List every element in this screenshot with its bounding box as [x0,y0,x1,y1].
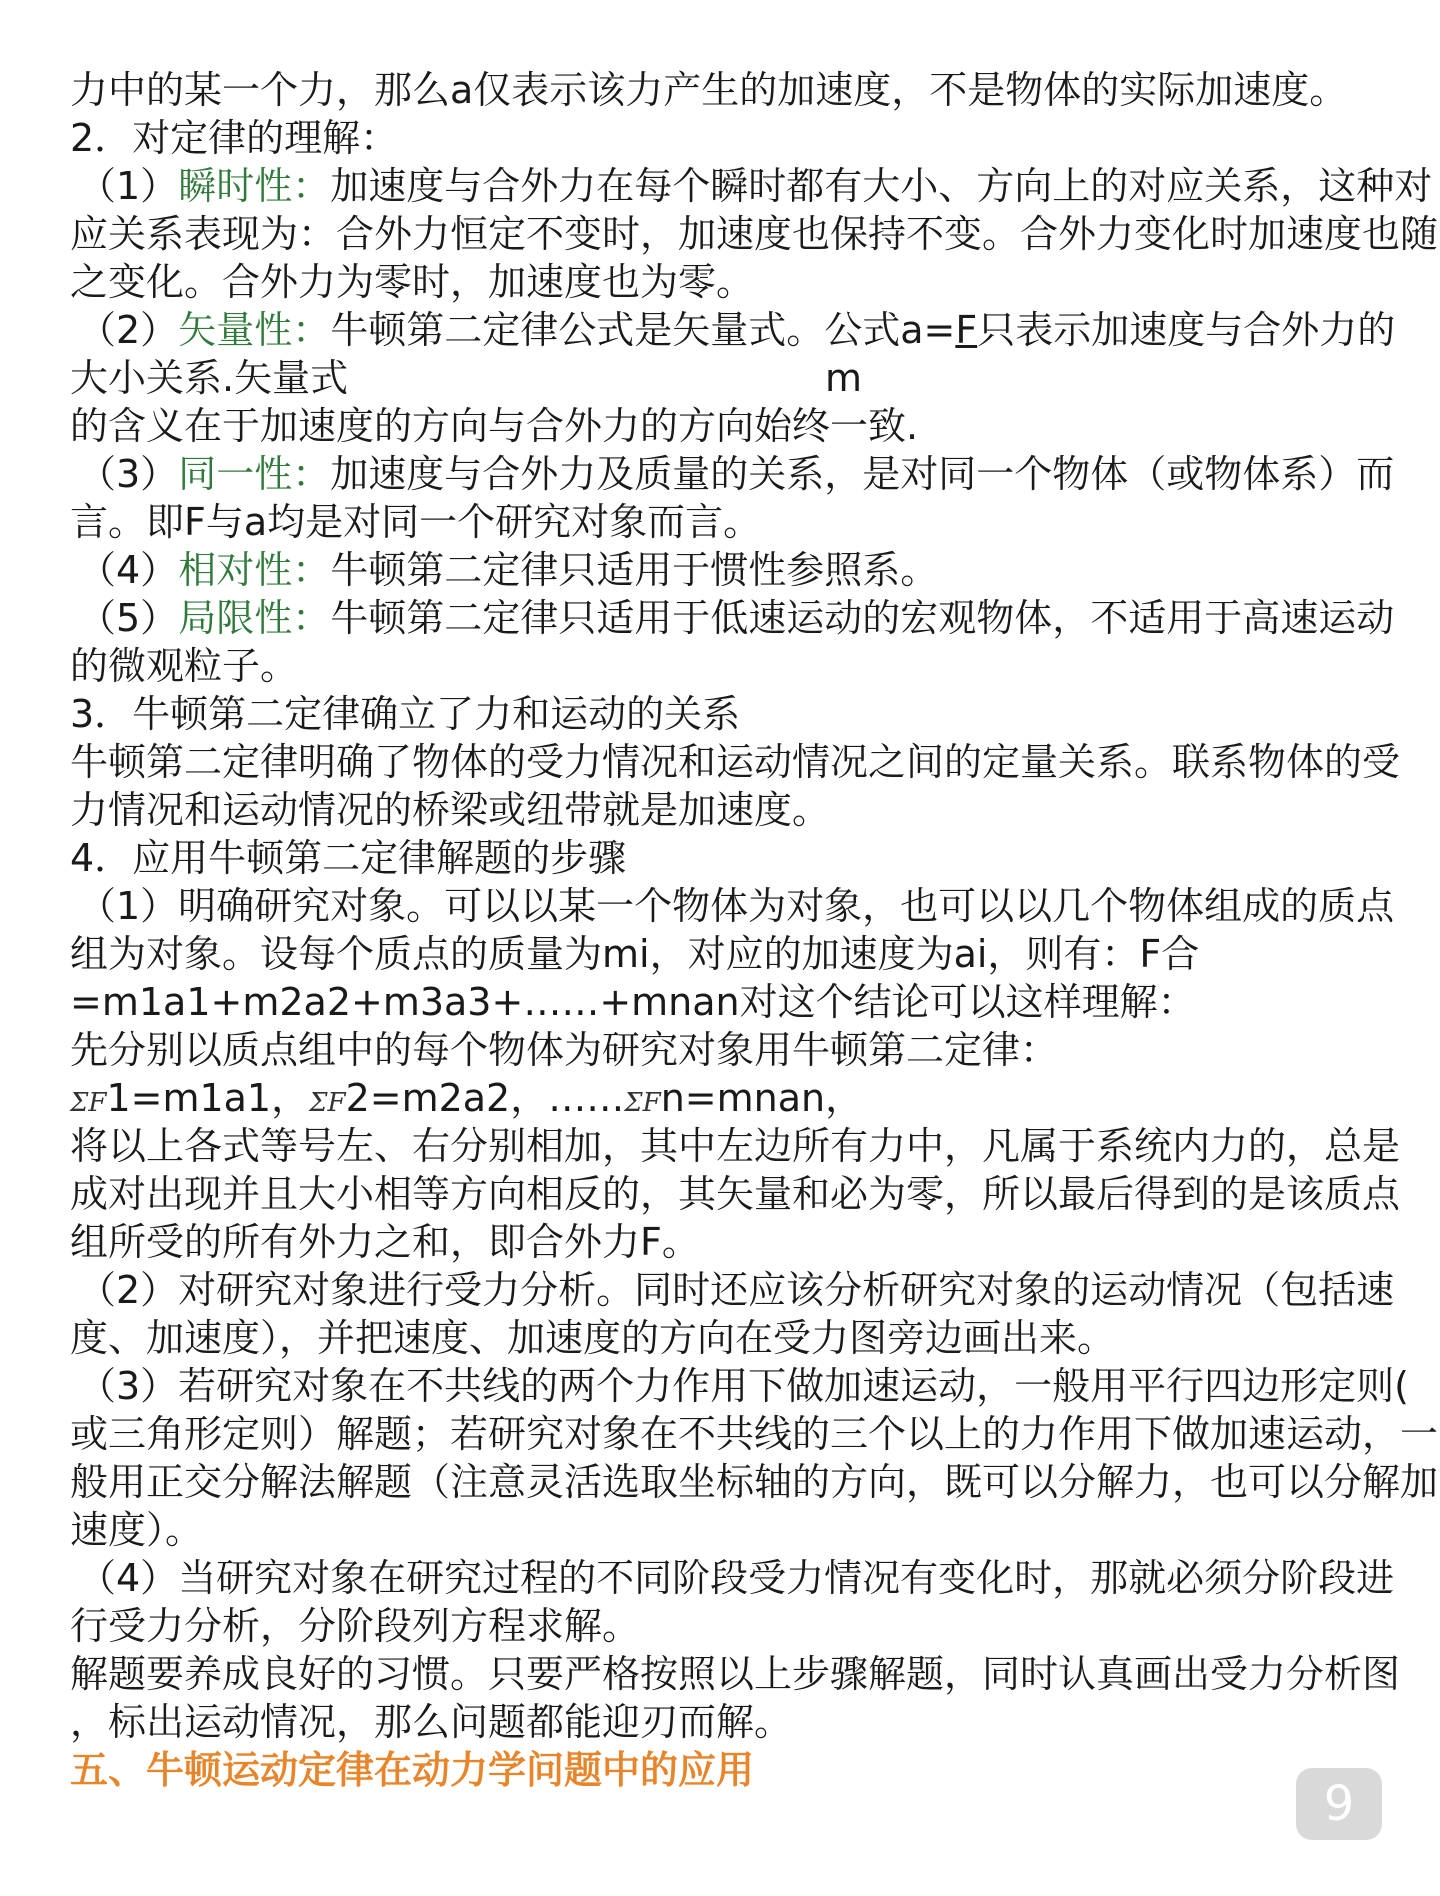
text-line: 力情况和运动情况的桥梁或纽带就是加速度。 [70,788,831,832]
text-line: 大小关系.矢量式 m [70,356,863,400]
sigma-symbol: ΣF [309,1088,346,1118]
text-line: 之变化。合外力为零时，加速度也为零。 [70,260,755,304]
keyword-relativity: 相对性： [178,548,331,592]
text-line: 行受力分析，分阶段列方程求解。 [70,1604,641,1648]
text-line: （3）若研究对象在不共线的两个力作用下做加速运动，一般用平行四边形定则( [78,1364,1410,1408]
subheading: 2．对定律的理解： [70,116,399,160]
text-line: =m1a1+m2a2+m3a3+……+mnan对这个结论可以这样理解： [70,980,1196,1024]
sigma-symbol: ΣF [70,1088,107,1118]
text-line: 般用正交分解法解题（注意灵活选取坐标轴的方向，既可以分解力，也可以分解加 [70,1460,1439,1504]
text-line: 度、加速度），并把速度、加速度的方向在受力图旁边画出来。 [70,1316,1116,1360]
subheading: 4．应用牛顿第二定律解题的步骤 [70,836,627,880]
fraction-denominator: m [825,356,863,400]
keyword-instantaneous: 瞬时性： [178,164,331,208]
equation-line: ΣF1=m1a1，ΣF2=m2a2，……ΣFn=mnan， [70,1076,864,1120]
text-line: 牛顿第二定律明确了物体的受力情况和运动情况之间的定量关系。联系物体的受 [70,740,1401,784]
text-line: 的微观粒子。 [70,644,299,688]
text-line: ，标出运动情况，那么问题都能迎刃而解。 [70,1700,793,1744]
fraction-numerator: F [955,308,978,352]
text-line: 言。即F与a均是对同一个研究对象而言。 [70,500,762,544]
document-body [70,66,1439,1794]
text-line: 力中的某一个力，那么a仅表示该力产生的加速度，不是物体的实际加速度。 [70,68,1348,112]
text-line: 成对出现并且大小相等方向相反的，其矢量和必为零，所以最后得到的是该质点 [70,1172,1401,1216]
sigma-symbol: ΣF [624,1088,661,1118]
text-line: （2）对研究对象进行受力分析。同时还应该分析研究对象的运动情况（包括速 [78,1268,1395,1312]
text-line: （1）明确研究对象。可以以某一个物体为对象，也可以以几个物体组成的质点 [78,884,1395,928]
text-line: 组所受的所有外力之和，即合外力F。 [70,1220,700,1264]
text-line: 将以上各式等号左、右分别相加，其中左边所有力中，凡属于系统内力的，总是 [70,1124,1401,1168]
subheading: 3．牛顿第二定律确立了力和运动的关系 [70,692,741,736]
text-line: （2）矢量性：牛顿第二定律公式是矢量式。公式a=F只表示加速度与合外力的 [78,308,1396,352]
text-line: 或三角形定则）解题；若研究对象在不共线的三个以上的力作用下做加速运动，一 [70,1412,1439,1456]
text-line: （4）相对性：牛顿第二定律只适用于惯性参照系。 [78,548,939,592]
page-number-badge: 9 [1296,1768,1382,1840]
keyword-limitation: 局限性： [178,596,331,640]
text-line: （1）瞬时性：加速度与合外力在每个瞬时都有大小、方向上的对应关系，这种对 [78,164,1433,208]
keyword-identity: 同一性： [178,452,331,496]
text-line: 组为对象。设每个质点的质量为mi，对应的加速度为ai，则有：F合 [70,932,1200,976]
text-line: 解题要养成良好的习惯。只要严格按照以上步骤解题，同时认真画出受力分析图 [70,1652,1401,1696]
text-line: （3）同一性：加速度与合外力及质量的关系，是对同一个物体（或物体系）而 [78,452,1395,496]
text-line: 应关系表现为：合外力恒定不变时，加速度也保持不变。合外力变化时加速度也随 [70,212,1439,256]
section-heading: 五、牛顿运动定律在动力学问题中的应用 [70,1748,755,1792]
text-line: （4）当研究对象在研究过程的不同阶段受力情况有变化时，那就必须分阶段进 [78,1556,1395,1600]
text-line: 的含义在于加速度的方向与合外力的方向始终一致. [70,404,919,448]
text-line: 速度）。 [70,1508,204,1552]
keyword-vector: 矢量性： [178,308,331,352]
text-line: （5）局限性：牛顿第二定律只适用于低速运动的宏观物体，不适用于高速运动 [78,596,1395,640]
text-line: 先分别以质点组中的每个物体为研究对象用牛顿第二定律： [70,1028,1059,1072]
